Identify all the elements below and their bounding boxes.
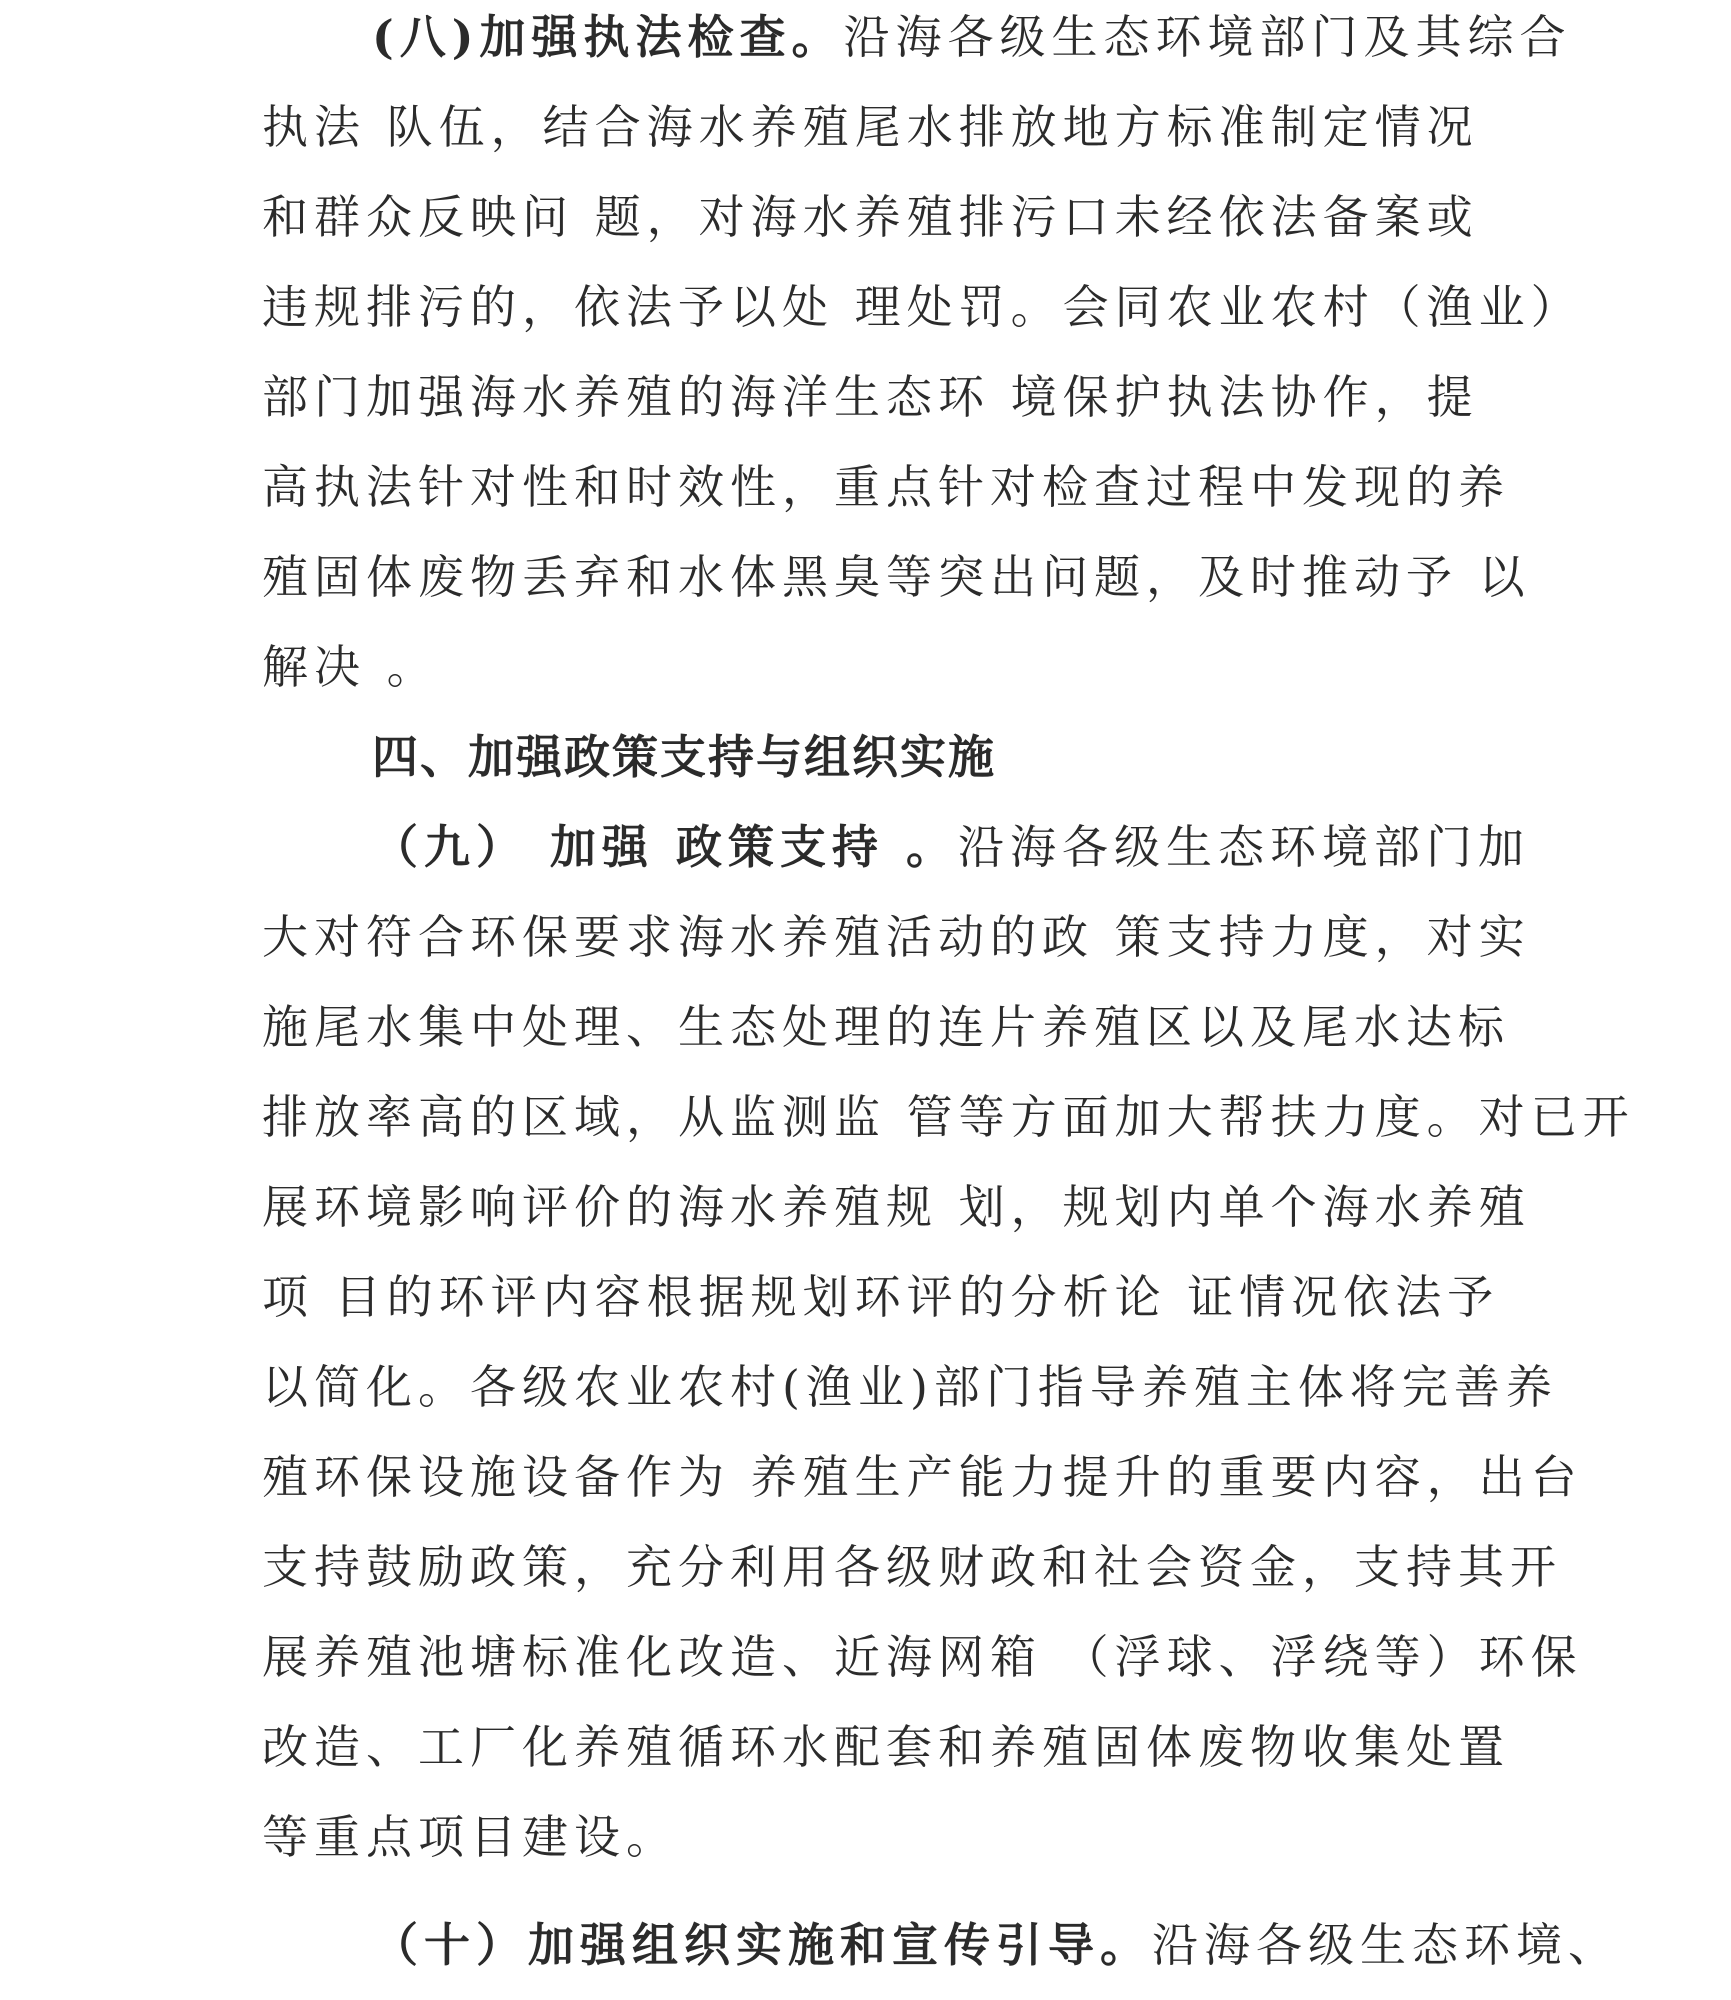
section9-line-2: 大对符合环保要求海水养殖活动的政 策支持力度，对实 (262, 910, 1531, 964)
section10-lead: （十）加强组织实施和宣传引导。 (372, 1918, 1152, 1972)
section10-line-1 (372, 1900, 1620, 1990)
section8-line-2: 执法 队伍，结合海水养殖尾水排放地方标准制定情况 (262, 100, 1479, 154)
section9-line-7: 以简化。各级农业农村(渔业)部门指导养殖主体将完善养 (262, 1360, 1558, 1414)
section8-line-1 (372, 0, 1582, 82)
section8-line-5: 部门加强海水养殖的海洋生态环 境保护执法协作，提 (262, 370, 1479, 424)
section9-line-11: 改造、工厂化养殖循环水配套和养殖固体废物收集处置 (262, 1720, 1510, 1774)
section9-line-5: 展环境影响评价的海水养殖规 划，规划内单个海水养殖 (262, 1180, 1531, 1234)
section9-line-6: 项 目的环评内容根据规划环评的分析论 证情况依法予 (262, 1270, 1500, 1324)
section9-lead: （九） 加强 政策支持 。 (372, 820, 959, 874)
section8-lead: (八)加强执法检查。 (372, 10, 844, 64)
section9-line-8: 殖环保设施设备作为 养殖生产能力提升的重要内容，出台 (262, 1450, 1583, 1504)
section9-line-10: 展养殖池塘标准化改造、近海网箱 （浮球、浮绕等）环保 (262, 1630, 1583, 1684)
section9-line-1 (372, 802, 1582, 892)
section8-line-3: 和群众反映问 题，对海水养殖排污口未经依法备案或 (262, 190, 1479, 244)
section9-line-1-text: 沿海各级生态环境部门加 (958, 820, 1531, 874)
section9-line-9: 支持鼓励政策，充分利用各级财政和社会资金，支持其开 (262, 1540, 1562, 1594)
section9-line-4: 排放率高的区域，从监测监 管等方面加大帮扶力度。对已开 (262, 1090, 1635, 1144)
section8-line-7: 殖固体废物丢弃和水体黑臭等突出问题，及时推动予 以 (262, 550, 1531, 604)
section8-line-1-text: 沿海各级生态环境部门及其综合 (843, 10, 1572, 64)
section8-line-6: 高执法针对性和时效性，重点针对检查过程中发现的养 (262, 460, 1510, 514)
section8-line-4: 违规排污的，依法予以处 理处罚。会同农业农村（渔业） (262, 280, 1583, 334)
section9-line-12: 等重点项目建设。 (262, 1810, 678, 1864)
section9-line-3: 施尾水集中处理、生态处理的连片养殖区以及尾水达标 (262, 1000, 1510, 1054)
section4-heading: 四、加强政策支持与组织实施 (372, 730, 996, 784)
section8-line-8: 解决 。 (262, 640, 439, 694)
section10-line-1-text: 沿海各级生态环境、 (1152, 1918, 1620, 1972)
